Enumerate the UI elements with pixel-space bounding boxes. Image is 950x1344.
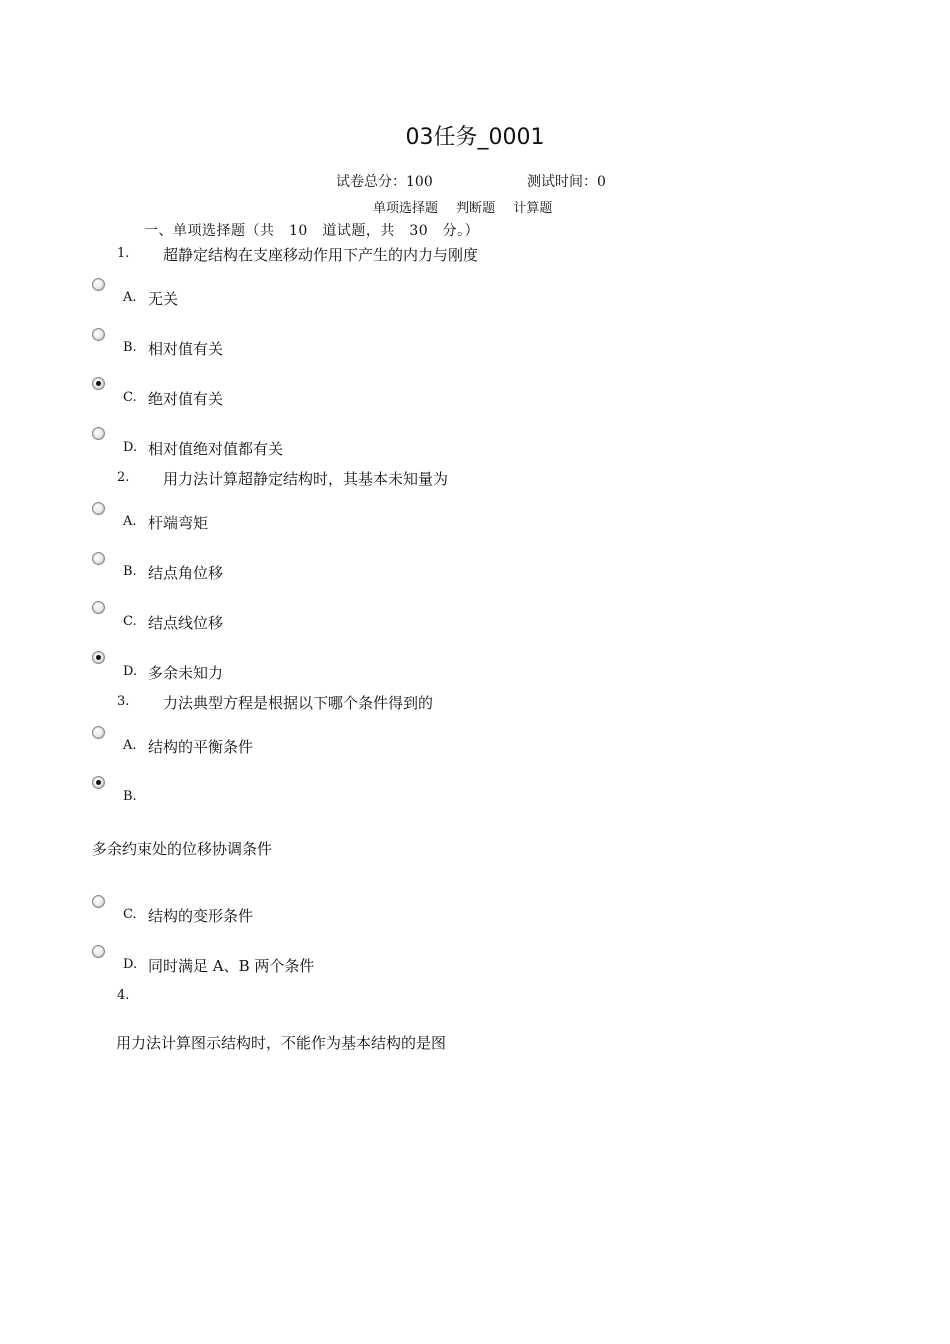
option-text: 绝对值有关 [148, 390, 224, 408]
radio-q2-b[interactable] [92, 552, 105, 565]
section-heading: 一、单项选择题（共 10 道试题，共 30 分。） [144, 223, 480, 239]
option-letter: A. [123, 514, 137, 529]
radio-q1-c[interactable] [92, 377, 105, 390]
option-text: 相对值绝对值都有关 [148, 440, 284, 458]
radio-q3-d[interactable] [92, 945, 105, 958]
radio-q1-a[interactable] [92, 278, 105, 291]
radio-q3-c[interactable] [92, 895, 105, 908]
option-text: 相对值有关 [148, 340, 224, 358]
radio-q2-d[interactable] [92, 651, 105, 664]
option-text: 结点角位移 [148, 564, 224, 582]
total-score: 试卷总分：100 [336, 174, 433, 190]
option-letter: D. [123, 957, 138, 972]
radio-q1-d[interactable] [92, 427, 105, 440]
option-text: 结构的平衡条件 [148, 738, 254, 756]
page-title: 03任务_0001 [405, 125, 545, 150]
tab-true-false[interactable]: 判断题 [456, 201, 496, 216]
option-letter: C. [123, 390, 137, 405]
test-time: 测试时间：0 [527, 174, 606, 190]
option-letter: A. [123, 738, 137, 753]
option-letter: B. [123, 340, 137, 355]
question-text: 力法典型方程是根据以下哪个条件得到的 [163, 694, 434, 712]
radio-q2-a[interactable] [92, 502, 105, 515]
option-text: 结构的变形条件 [148, 907, 254, 925]
radio-q2-c[interactable] [92, 601, 105, 614]
radio-q1-b[interactable] [92, 328, 105, 341]
option-letter: B. [123, 564, 137, 579]
radio-q3-b[interactable] [92, 776, 105, 789]
question-number: 3. [117, 694, 130, 709]
question-number: 2. [117, 470, 130, 485]
option-text: 无关 [148, 290, 179, 308]
option-text: 结点线位移 [148, 614, 224, 632]
option-text: 多余约束处的位移协调条件 [92, 840, 273, 858]
option-text: 同时满足 A、B 两个条件 [148, 957, 315, 975]
question-text: 用力法计算超静定结构时，其基本未知量为 [163, 470, 449, 488]
question-number: 1. [117, 246, 130, 261]
option-letter: C. [123, 614, 137, 629]
question-text: 用力法计算图示结构时，不能作为基本结构的是图 [116, 1034, 447, 1052]
option-letter: D. [123, 664, 138, 679]
question-text: 超静定结构在支座移动作用下产生的内力与刚度 [163, 246, 479, 264]
option-letter: D. [123, 440, 138, 455]
tab-calculation[interactable]: 计算题 [513, 201, 553, 216]
option-letter: C. [123, 907, 137, 922]
tab-single-choice[interactable]: 单项选择题 [373, 201, 439, 216]
option-text: 杆端弯矩 [148, 514, 209, 532]
option-letter: B. [123, 789, 137, 804]
option-text: 多余未知力 [148, 664, 224, 682]
question-number: 4. [117, 988, 130, 1003]
option-letter: A. [123, 290, 137, 305]
radio-q3-a[interactable] [92, 726, 105, 739]
section-tabs [373, 197, 566, 216]
